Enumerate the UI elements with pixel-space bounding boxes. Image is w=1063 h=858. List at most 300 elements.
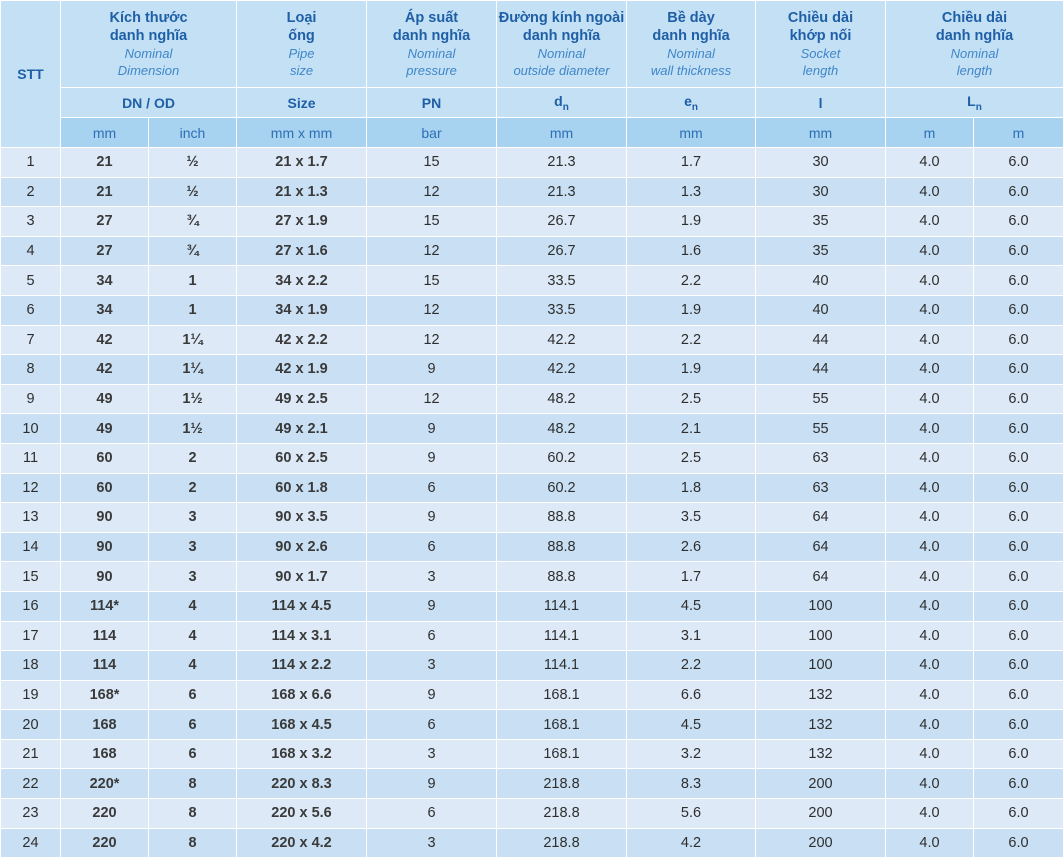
table-row: [1, 207, 1063, 237]
length-6m-cell: 6.0: [974, 739, 1063, 769]
socket-cell: 44: [756, 355, 886, 385]
dn-mm-cell: 114: [61, 651, 149, 681]
od-cell: 26.7: [497, 236, 627, 266]
od-cell: 114.1: [497, 621, 627, 651]
socket-cell: 55: [756, 414, 886, 444]
stt-cell: 24: [1, 828, 61, 858]
wall-cell: 2.5: [627, 443, 756, 473]
od-cell: 88.8: [497, 503, 627, 533]
unit-inch: inch: [149, 118, 237, 148]
dn-mm-cell: 168: [61, 710, 149, 740]
stt-cell: 9: [1, 384, 61, 414]
wall-cell: 2.2: [627, 325, 756, 355]
socket-cell: 63: [756, 443, 886, 473]
table-row: [1, 680, 1063, 710]
unit-mm: mm: [61, 118, 149, 148]
size-cell: 49 x 2.1: [237, 414, 367, 444]
symbol-e-sub: n: [692, 101, 698, 112]
length-6m-cell: 6.0: [974, 473, 1063, 503]
table-row: [1, 621, 1063, 651]
dn-inch-cell: 8: [149, 799, 237, 829]
wall-cell: 1.6: [627, 236, 756, 266]
length-4m-cell: 4.0: [886, 739, 974, 769]
table-row: [1, 414, 1063, 444]
table-row: [1, 295, 1063, 325]
table-row: [1, 384, 1063, 414]
table-row: [1, 266, 1063, 296]
symbol-e: e: [684, 93, 692, 109]
pn-cell: 12: [367, 295, 497, 325]
size-cell: 114 x 4.5: [237, 591, 367, 621]
pn-cell: 12: [367, 384, 497, 414]
stt-cell: 14: [1, 532, 61, 562]
unit-wall: mm: [627, 118, 756, 148]
length-4m-cell: 4.0: [886, 325, 974, 355]
wall-cell: 4.5: [627, 591, 756, 621]
socket-cell: 64: [756, 532, 886, 562]
pn-cell: 12: [367, 236, 497, 266]
stt-cell: 12: [1, 473, 61, 503]
dn-inch-cell: 1½: [149, 384, 237, 414]
stt-cell: 15: [1, 562, 61, 592]
socket-cell: 30: [756, 177, 886, 207]
length-4m-cell: 4.0: [886, 680, 974, 710]
socket-cell: 132: [756, 680, 886, 710]
pn-cell: 6: [367, 710, 497, 740]
table-row: [1, 148, 1063, 178]
stt-cell: 17: [1, 621, 61, 651]
length-4m-cell: 4.0: [886, 651, 974, 681]
size-cell: 21 x 1.3: [237, 177, 367, 207]
dn-inch-cell: 6: [149, 739, 237, 769]
dn-inch-cell: 3: [149, 503, 237, 533]
dn-inch-cell: 1¼: [149, 355, 237, 385]
length-4m-cell: 4.0: [886, 562, 974, 592]
dn-mm-cell: 60: [61, 443, 149, 473]
table-row: [1, 532, 1063, 562]
size-cell: 27 x 1.6: [237, 236, 367, 266]
socket-cell: 200: [756, 799, 886, 829]
stt-cell: 7: [1, 325, 61, 355]
wall-cell: 1.7: [627, 148, 756, 178]
length-6m-cell: 6.0: [974, 443, 1063, 473]
length-4m-cell: 4.0: [886, 443, 974, 473]
size-cell: 42 x 1.9: [237, 355, 367, 385]
od-cell: 88.8: [497, 562, 627, 592]
header-pipe-en: Pipe size: [237, 45, 366, 79]
header-stt: STT: [1, 1, 61, 148]
wall-cell: 1.3: [627, 177, 756, 207]
od-cell: 168.1: [497, 680, 627, 710]
dn-mm-cell: 21: [61, 177, 149, 207]
wall-cell: 4.5: [627, 710, 756, 740]
stt-cell: 10: [1, 414, 61, 444]
dn-inch-cell: 4: [149, 621, 237, 651]
pn-cell: 15: [367, 266, 497, 296]
header-pressure-title: Áp suất danh nghĩa: [367, 9, 496, 45]
size-cell: 220 x 4.2: [237, 828, 367, 858]
length-6m-cell: 6.0: [974, 799, 1063, 829]
header-pipe-title: Loại ống: [237, 9, 366, 45]
dn-inch-cell: 4: [149, 651, 237, 681]
length-6m-cell: 6.0: [974, 414, 1063, 444]
dn-inch-cell: 6: [149, 680, 237, 710]
wall-cell: 6.6: [627, 680, 756, 710]
pn-cell: 15: [367, 207, 497, 237]
length-4m-cell: 4.0: [886, 710, 974, 740]
dn-inch-cell: ½: [149, 177, 237, 207]
length-4m-cell: 4.0: [886, 414, 974, 444]
length-6m-cell: 6.0: [974, 266, 1063, 296]
od-cell: 168.1: [497, 739, 627, 769]
pn-cell: 9: [367, 680, 497, 710]
dn-inch-cell: 2: [149, 473, 237, 503]
od-cell: 48.2: [497, 414, 627, 444]
size-cell: 34 x 1.9: [237, 295, 367, 325]
dn-mm-cell: 21: [61, 148, 149, 178]
table-row: [1, 799, 1063, 829]
wall-cell: 3.1: [627, 621, 756, 651]
dn-inch-cell: 6: [149, 710, 237, 740]
dn-mm-cell: 220: [61, 828, 149, 858]
length-6m-cell: 6.0: [974, 562, 1063, 592]
dn-inch-cell: 8: [149, 828, 237, 858]
wall-cell: 3.2: [627, 739, 756, 769]
length-4m-cell: 4.0: [886, 532, 974, 562]
pn-cell: 9: [367, 355, 497, 385]
wall-cell: 5.6: [627, 799, 756, 829]
size-cell: 220 x 5.6: [237, 799, 367, 829]
socket-cell: 40: [756, 295, 886, 325]
length-6m-cell: 6.0: [974, 828, 1063, 858]
dn-mm-cell: 34: [61, 266, 149, 296]
dn-inch-cell: 3: [149, 532, 237, 562]
stt-cell: 18: [1, 651, 61, 681]
symbol-dn: [497, 88, 627, 118]
wall-cell: 2.2: [627, 651, 756, 681]
stt-cell: 5: [1, 266, 61, 296]
wall-cell: 1.7: [627, 562, 756, 592]
socket-cell: 100: [756, 591, 886, 621]
dn-mm-cell: 42: [61, 325, 149, 355]
pn-cell: 12: [367, 325, 497, 355]
dn-inch-cell: 2: [149, 443, 237, 473]
length-6m-cell: 6.0: [974, 651, 1063, 681]
table-row: [1, 769, 1063, 799]
symbol-d: d: [554, 93, 563, 109]
od-cell: 168.1: [497, 710, 627, 740]
dn-mm-cell: 49: [61, 384, 149, 414]
stt-cell: 21: [1, 739, 61, 769]
socket-cell: 64: [756, 503, 886, 533]
pn-cell: 9: [367, 443, 497, 473]
socket-cell: 55: [756, 384, 886, 414]
length-4m-cell: 4.0: [886, 799, 974, 829]
length-4m-cell: 4.0: [886, 236, 974, 266]
socket-cell: 30: [756, 148, 886, 178]
pn-cell: 12: [367, 177, 497, 207]
stt-cell: 20: [1, 710, 61, 740]
dn-mm-cell: 27: [61, 236, 149, 266]
dn-mm-cell: 220: [61, 799, 149, 829]
symbol-en: [627, 88, 756, 118]
pn-cell: 9: [367, 503, 497, 533]
od-cell: 33.5: [497, 295, 627, 325]
dn-mm-cell: 90: [61, 562, 149, 592]
length-4m-cell: 4.0: [886, 828, 974, 858]
header-pipe: [237, 1, 367, 88]
od-cell: 60.2: [497, 473, 627, 503]
size-cell: 168 x 4.5: [237, 710, 367, 740]
length-4m-cell: 4.0: [886, 295, 974, 325]
dn-inch-cell: 3: [149, 562, 237, 592]
table-row: [1, 443, 1063, 473]
dn-mm-cell: 27: [61, 207, 149, 237]
pn-cell: 6: [367, 532, 497, 562]
table-row: [1, 591, 1063, 621]
od-cell: 42.2: [497, 325, 627, 355]
length-6m-cell: 6.0: [974, 148, 1063, 178]
table-row: [1, 710, 1063, 740]
size-cell: 114 x 2.2: [237, 651, 367, 681]
unit-length-1: m: [886, 118, 974, 148]
stt-cell: 4: [1, 236, 61, 266]
od-cell: 114.1: [497, 651, 627, 681]
header-od: [497, 1, 627, 88]
pn-cell: 3: [367, 562, 497, 592]
stt-cell: 1: [1, 148, 61, 178]
size-cell: 168 x 3.2: [237, 739, 367, 769]
header-socket: [756, 1, 886, 88]
wall-cell: 1.8: [627, 473, 756, 503]
wall-cell: 8.3: [627, 769, 756, 799]
header-od-title: Đường kính ngoài danh nghĩa: [497, 9, 626, 45]
wall-cell: 2.5: [627, 384, 756, 414]
od-cell: 88.8: [497, 532, 627, 562]
header-length: [886, 1, 1063, 88]
length-4m-cell: 4.0: [886, 207, 974, 237]
dn-mm-cell: 90: [61, 532, 149, 562]
wall-cell: 3.5: [627, 503, 756, 533]
header-pressure-en: Nominal pressure: [367, 45, 496, 79]
pn-cell: 6: [367, 473, 497, 503]
header-pressure: [367, 1, 497, 88]
dn-mm-cell: 42: [61, 355, 149, 385]
length-6m-cell: 6.0: [974, 710, 1063, 740]
length-4m-cell: 4.0: [886, 769, 974, 799]
pn-cell: 15: [367, 148, 497, 178]
wall-cell: 2.6: [627, 532, 756, 562]
length-4m-cell: 4.0: [886, 177, 974, 207]
symbol-pn: PN: [367, 88, 497, 118]
pn-cell: 3: [367, 651, 497, 681]
stt-cell: 2: [1, 177, 61, 207]
socket-cell: 100: [756, 651, 886, 681]
size-cell: 90 x 1.7: [237, 562, 367, 592]
size-cell: 220 x 8.3: [237, 769, 367, 799]
dn-mm-cell: 168*: [61, 680, 149, 710]
header-socket-title: Chiều dài khớp nối: [756, 9, 885, 45]
stt-cell: 6: [1, 295, 61, 325]
table-row: [1, 177, 1063, 207]
length-6m-cell: 6.0: [974, 621, 1063, 651]
dn-mm-cell: 168: [61, 739, 149, 769]
length-4m-cell: 4.0: [886, 384, 974, 414]
header-length-title: Chiều dài danh nghĩa: [886, 9, 1063, 45]
wall-cell: 1.9: [627, 207, 756, 237]
wall-cell: 1.9: [627, 295, 756, 325]
socket-cell: 63: [756, 473, 886, 503]
length-6m-cell: 6.0: [974, 207, 1063, 237]
length-6m-cell: 6.0: [974, 532, 1063, 562]
header-wall: [627, 1, 756, 88]
symbol-d-sub: n: [563, 101, 569, 112]
od-cell: 60.2: [497, 443, 627, 473]
unit-size: mm x mm: [237, 118, 367, 148]
stt-cell: 8: [1, 355, 61, 385]
stt-cell: 23: [1, 799, 61, 829]
length-4m-cell: 4.0: [886, 503, 974, 533]
stt-cell: 3: [1, 207, 61, 237]
symbol-L: L: [967, 93, 976, 109]
socket-cell: 100: [756, 621, 886, 651]
length-6m-cell: 6.0: [974, 769, 1063, 799]
wall-cell: 4.2: [627, 828, 756, 858]
pn-cell: 6: [367, 799, 497, 829]
size-cell: 60 x 2.5: [237, 443, 367, 473]
length-6m-cell: 6.0: [974, 591, 1063, 621]
table-header: [1, 1, 1063, 148]
dn-inch-cell: 8: [149, 769, 237, 799]
socket-cell: 35: [756, 236, 886, 266]
length-4m-cell: 4.0: [886, 473, 974, 503]
dn-inch-cell: 4: [149, 591, 237, 621]
od-cell: 42.2: [497, 355, 627, 385]
stt-cell: 22: [1, 769, 61, 799]
length-6m-cell: 6.0: [974, 177, 1063, 207]
unit-bar: bar: [367, 118, 497, 148]
size-cell: 168 x 6.6: [237, 680, 367, 710]
size-cell: 42 x 2.2: [237, 325, 367, 355]
dn-mm-cell: 114*: [61, 591, 149, 621]
pn-cell: 3: [367, 739, 497, 769]
stt-cell: 11: [1, 443, 61, 473]
od-cell: 218.8: [497, 828, 627, 858]
header-length-en: Nominal length: [886, 45, 1063, 79]
stt-cell: 16: [1, 591, 61, 621]
dn-mm-cell: 220*: [61, 769, 149, 799]
length-6m-cell: 6.0: [974, 325, 1063, 355]
unit-socket: mm: [756, 118, 886, 148]
od-cell: 218.8: [497, 799, 627, 829]
table-body: [1, 148, 1063, 858]
dn-inch-cell: 1¼: [149, 325, 237, 355]
length-6m-cell: 6.0: [974, 295, 1063, 325]
socket-cell: 40: [756, 266, 886, 296]
table-row: [1, 355, 1063, 385]
wall-cell: 1.9: [627, 355, 756, 385]
pn-cell: 6: [367, 621, 497, 651]
dn-mm-cell: 34: [61, 295, 149, 325]
length-6m-cell: 6.0: [974, 355, 1063, 385]
pn-cell: 9: [367, 769, 497, 799]
length-6m-cell: 6.0: [974, 236, 1063, 266]
symbol-l: l: [756, 88, 886, 118]
length-6m-cell: 6.0: [974, 503, 1063, 533]
table-row: [1, 473, 1063, 503]
length-4m-cell: 4.0: [886, 266, 974, 296]
length-4m-cell: 4.0: [886, 591, 974, 621]
table-row: [1, 828, 1063, 858]
table-row: [1, 651, 1063, 681]
socket-cell: 132: [756, 710, 886, 740]
length-6m-cell: 6.0: [974, 680, 1063, 710]
wall-cell: 2.2: [627, 266, 756, 296]
table-row: [1, 562, 1063, 592]
size-cell: 60 x 1.8: [237, 473, 367, 503]
od-cell: 21.3: [497, 177, 627, 207]
length-4m-cell: 4.0: [886, 621, 974, 651]
symbol-L-sub: n: [976, 101, 982, 112]
od-cell: 114.1: [497, 591, 627, 621]
dn-inch-cell: ½: [149, 148, 237, 178]
size-cell: 27 x 1.9: [237, 207, 367, 237]
socket-cell: 35: [756, 207, 886, 237]
header-socket-en: Socket length: [756, 45, 885, 79]
size-cell: 90 x 2.6: [237, 532, 367, 562]
socket-cell: 64: [756, 562, 886, 592]
table-row: [1, 236, 1063, 266]
pn-cell: 3: [367, 828, 497, 858]
od-cell: 33.5: [497, 266, 627, 296]
table-row: [1, 739, 1063, 769]
dn-mm-cell: 114: [61, 621, 149, 651]
dn-mm-cell: 49: [61, 414, 149, 444]
pn-cell: 9: [367, 591, 497, 621]
dn-mm-cell: 90: [61, 503, 149, 533]
size-cell: 49 x 2.5: [237, 384, 367, 414]
stt-cell: 19: [1, 680, 61, 710]
dn-inch-cell: ¾: [149, 236, 237, 266]
table-row: [1, 325, 1063, 355]
size-cell: 114 x 3.1: [237, 621, 367, 651]
header-od-en: Nominal outside diameter: [497, 45, 626, 79]
header-wall-title: Bề dày danh nghĩa: [627, 9, 755, 45]
length-6m-cell: 6.0: [974, 384, 1063, 414]
dn-inch-cell: 1: [149, 266, 237, 296]
dn-mm-cell: 60: [61, 473, 149, 503]
wall-cell: 2.1: [627, 414, 756, 444]
header-dimension: [61, 1, 237, 88]
symbol-ln: [886, 88, 1063, 118]
symbol-dn-od: DN / OD: [61, 88, 237, 118]
od-cell: 48.2: [497, 384, 627, 414]
socket-cell: 132: [756, 739, 886, 769]
od-cell: 26.7: [497, 207, 627, 237]
table-row: [1, 503, 1063, 533]
stt-cell: 13: [1, 503, 61, 533]
size-cell: 90 x 3.5: [237, 503, 367, 533]
length-4m-cell: 4.0: [886, 355, 974, 385]
header-wall-en: Nominal wall thickness: [627, 45, 755, 79]
unit-length-2: m: [974, 118, 1063, 148]
size-cell: 34 x 2.2: [237, 266, 367, 296]
socket-cell: 200: [756, 828, 886, 858]
socket-cell: 200: [756, 769, 886, 799]
dn-inch-cell: ¾: [149, 207, 237, 237]
header-dimension-title: Kích thước danh nghĩa: [61, 9, 236, 45]
od-cell: 218.8: [497, 769, 627, 799]
